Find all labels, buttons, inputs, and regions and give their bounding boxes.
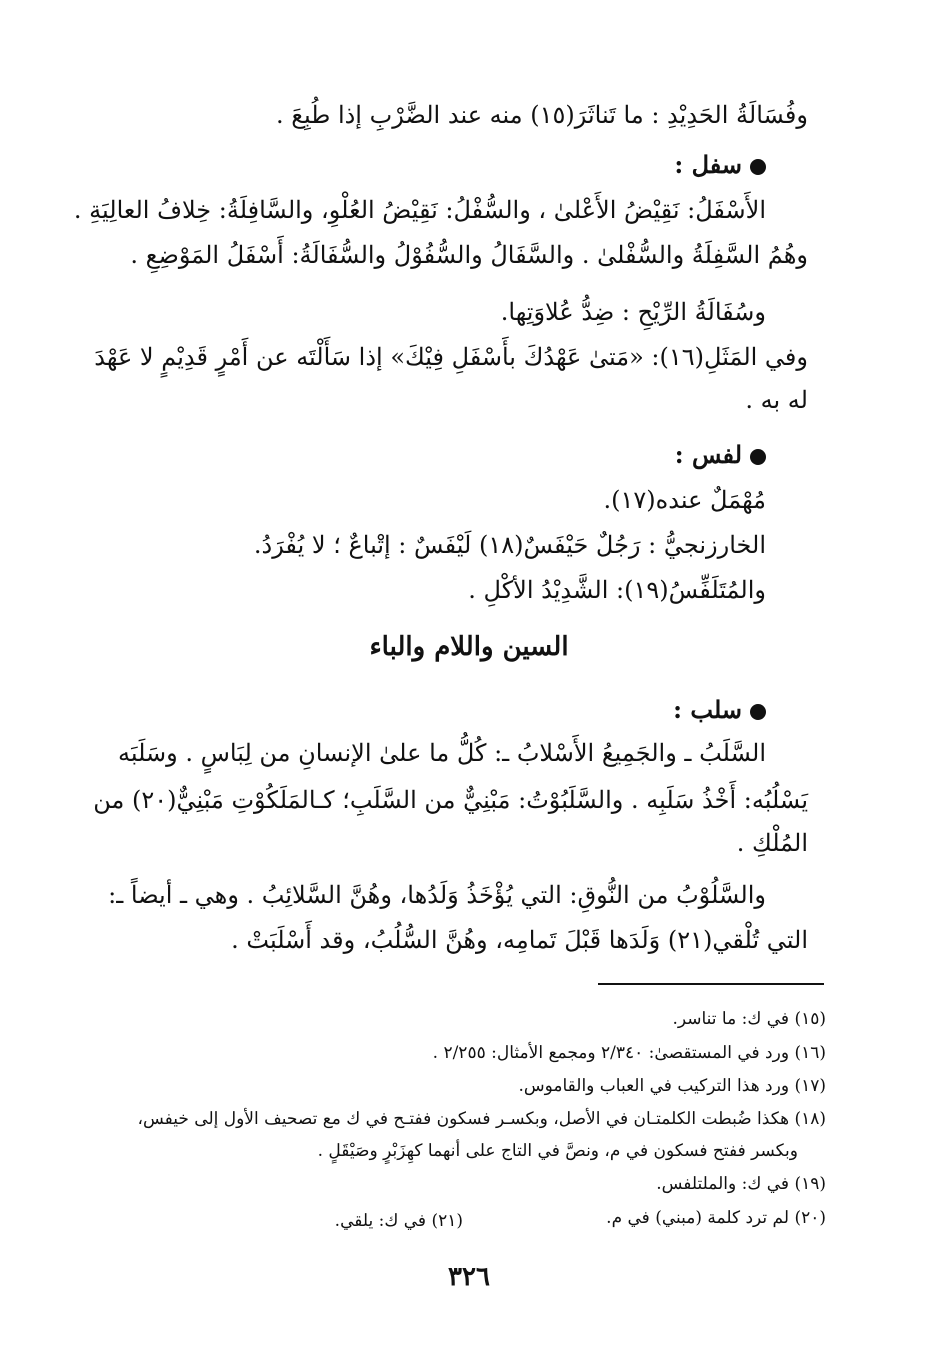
- text-line: التي تُلْقي(٢١) وَلَدَها قَبْلَ تَمامِه، وهُنَّ السُّلُبُ، وقد أَسْلَبَتْ .: [231, 926, 808, 954]
- text-line: المُلْكِ .: [736, 829, 808, 857]
- page-number: ٣٢٦: [448, 1262, 490, 1292]
- footnote: (١٦) ورد في المستقصىٰ: ٢/٣٤٠ ومجمع الأمثال: ٢/٢٥٥ .: [432, 1043, 826, 1063]
- text-line: وسُفَالَةُ الرِّيْحِ : ضِدُّ عُلاوَتِها.: [500, 298, 766, 326]
- text-line: وفُسَالَةُ الحَدِيْدِ : ما تَناثَرَ(١٥) منه عند الضَّرْبِ إذا طُبِعَ .: [275, 101, 808, 129]
- entry-heading-salab: [673, 695, 766, 725]
- text-line: والسَّلُوْبُ من النُّوقِ: التي يُؤْخَذُ وَلَدُها، وهُنَّ السَّلائِبُ . وهي ـ أيضاً ـ:: [108, 881, 766, 909]
- text-line: يَسْلُبُه: أَخْذُ سَلَبِه . والسَّلَبُوْتُ: مَبْنِيٌّ من السَّلَبِ؛ كـالمَلَكُوْتِ مَبْنِيٌّ(٢٠) من: [93, 786, 808, 814]
- footnote: (١٥) في ك: ما تناسر.: [672, 1009, 826, 1029]
- text-line: الأَسْفَلُ: نَقِيْضُ الأَعْلىٰ ، والسُّفْلُ: نَقِيْضُ العُلْوِ، والسَّافِلَةُ: خِلافُ العالِيَةِ .: [73, 196, 766, 224]
- text-line: السَّلَبُ ـ والجَمِيعُ الأَسْلابُ ـ: كُلُّ ما علىٰ الإنسانِ من لِبَاسٍ . وسَلَبَه: [117, 739, 766, 767]
- footnote: (١٧) ورد هذا التركيب في العباب والقاموس.: [518, 1076, 826, 1096]
- entry-heading-label: سلب :: [673, 695, 742, 724]
- section-title: السين واللام والباء: [369, 632, 569, 662]
- text-line: وفي المَثَلِ(١٦): «مَتىٰ عَهْدُكَ بأَسْفَلِ فِيْكَ» إذا سَأَلْتَه عن أَمْرٍ قَدِيْمٍ لا عَهْدَ: [94, 343, 808, 371]
- footnote: (١٩) في ك: والملتلفس.: [656, 1174, 826, 1194]
- entry-heading-lafas: [675, 440, 766, 470]
- text-line: وهُمُ السَّفِلَةُ والسُّفْلىٰ . والسَّفَالُ والسُّفُوْلُ والسُّفَالَةُ: أَسْفَلُ المَوْضِعِ .: [130, 241, 808, 269]
- entry-heading-label: لفس :: [674, 440, 742, 469]
- text-line: والمُتَلَفِّسُ(١٩): الشَّدِيْدُ الأكْلِ .: [468, 576, 766, 604]
- footnote: (٢١) في ك: يلقي.: [334, 1211, 463, 1231]
- footnote-separator: [598, 983, 824, 985]
- footnote: (١٨) هكذا ضُبطت الكلمتـان في الأصل، وبكسـر فسكون ففتـح في ك مع تصحيف الأول إلى خيفس،: [137, 1109, 826, 1129]
- entry-heading-label: سفل :: [674, 150, 742, 179]
- entry-heading-safal: [674, 150, 766, 180]
- footnote: (٢٠) لم ترد كلمة (مبني) في م.: [606, 1208, 826, 1228]
- bullet-icon: [750, 449, 766, 465]
- bullet-icon: [750, 704, 766, 720]
- text-line: الخارزنجيُّ : رَجُلٌ حَيْفَسٌ(١٨) لَيْفَسٌ : إتْباعٌ ؛ لا يُفْرَدُ.: [253, 531, 766, 559]
- text-line: مُهْمَلٌ عنده(١٧).: [603, 486, 766, 514]
- text-line: له به .: [745, 386, 808, 414]
- bullet-icon: [750, 159, 766, 175]
- footnote-continuation: وبكسر ففتح فسكون في م، ونصَّ في التاج على أنهما كهِزَبْرٍ وصَيْقَلٍ .: [317, 1141, 798, 1161]
